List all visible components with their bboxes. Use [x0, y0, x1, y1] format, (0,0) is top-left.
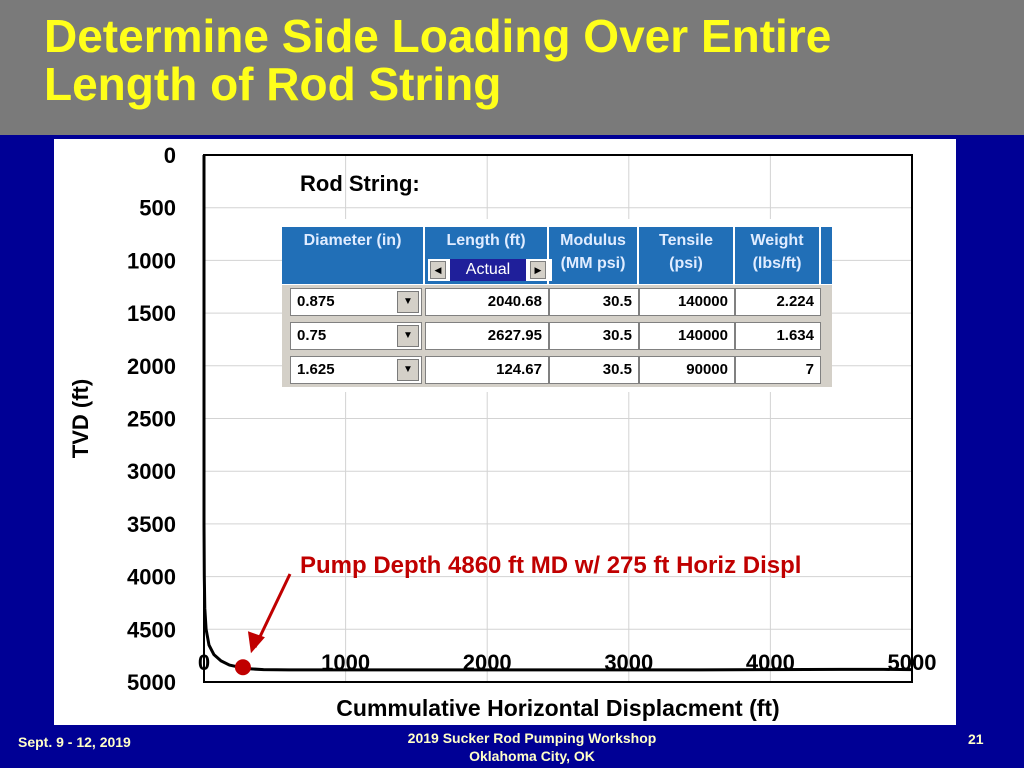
- y-tick-label: 2000: [127, 353, 176, 379]
- modulus-field[interactable]: 30.5: [549, 288, 639, 316]
- y-tick-label: 5000: [127, 670, 176, 695]
- table-row: [282, 319, 832, 353]
- page-number: 21: [968, 731, 984, 747]
- header-tensile: Tensile (psi): [639, 227, 735, 284]
- weight-field[interactable]: 1.634: [735, 322, 821, 350]
- chevron-down-icon[interactable]: ▼: [397, 291, 419, 313]
- length-field[interactable]: 2627.95: [425, 322, 549, 350]
- next-arrow-icon[interactable]: ▶: [530, 261, 546, 279]
- y-axis-title: TVD (ft): [68, 378, 93, 459]
- modulus-field[interactable]: 30.5: [549, 322, 639, 350]
- y-tick-label: 4000: [127, 564, 176, 590]
- header-diameter: Diameter (in): [282, 227, 425, 284]
- chevron-down-icon[interactable]: ▼: [397, 359, 419, 381]
- weight-field[interactable]: 2.224: [735, 288, 821, 316]
- weight-field[interactable]: 7: [735, 356, 821, 384]
- footer-date: Sept. 9 - 12, 2019: [18, 734, 131, 750]
- x-tick-label: 0: [197, 650, 211, 675]
- length-field[interactable]: 2040.68: [425, 288, 549, 316]
- x-tick-label: 5000: [887, 650, 937, 675]
- y-tick-label: 0: [163, 143, 176, 168]
- header-weight: Weight (lbs/ft): [735, 227, 821, 284]
- footer-workshop-name: 2019 Sucker Rod Pumping Workshop: [407, 730, 657, 746]
- header-extra: [821, 227, 832, 284]
- diameter-select[interactable]: 0.875 ▼: [290, 288, 422, 316]
- pump-depth-annotation: Pump Depth 4860 ft MD w/ 275 ft Horiz Displ: [300, 552, 802, 579]
- x-tick-label: 4000: [745, 650, 795, 675]
- chart-panel: [54, 139, 956, 725]
- length-selector[interactable]: [428, 259, 552, 281]
- header-modulus: Modulus (MM psi): [549, 227, 639, 284]
- table-row: [282, 285, 832, 319]
- length-field[interactable]: 124.67: [425, 356, 549, 384]
- rod-string-table: [282, 219, 832, 392]
- slide-title: Determine Side Loading Over Entire Length of Rod String: [44, 10, 832, 110]
- footer-workshop: [352, 729, 712, 765]
- y-tick-label: 4500: [127, 617, 176, 643]
- table-row: [282, 353, 832, 387]
- rod-string-label: Rod String:: [300, 171, 420, 196]
- diameter-select[interactable]: 1.625 ▼: [290, 356, 422, 384]
- tensile-field[interactable]: 90000: [639, 356, 735, 384]
- y-tick-label: 3000: [127, 459, 176, 485]
- tensile-field[interactable]: 140000: [639, 288, 735, 316]
- y-tick-label: 1000: [127, 248, 176, 274]
- y-tick-label: 3500: [127, 511, 176, 537]
- y-tick-label: 500: [139, 195, 176, 221]
- modulus-field[interactable]: 30.5: [549, 356, 639, 384]
- footer-location: Oklahoma City, OK: [469, 748, 595, 764]
- tensile-field[interactable]: 140000: [639, 322, 735, 350]
- length-selector-value: Actual: [450, 259, 526, 281]
- x-tick-label: 2000: [462, 650, 512, 675]
- y-tick-label: 1500: [127, 301, 176, 327]
- x-axis-title: Cummulative Horizontal Displacment (ft): [336, 695, 780, 721]
- chevron-down-icon[interactable]: ▼: [397, 325, 419, 347]
- pump-depth-marker: [235, 659, 251, 675]
- header-length: Length (ft): [425, 227, 549, 284]
- prev-arrow-icon[interactable]: ◀: [430, 261, 446, 279]
- x-tick-label: 1000: [321, 650, 371, 675]
- y-tick-label: 2500: [127, 406, 176, 432]
- diameter-select[interactable]: 0.75 ▼: [290, 322, 422, 350]
- x-tick-label: 3000: [604, 650, 654, 675]
